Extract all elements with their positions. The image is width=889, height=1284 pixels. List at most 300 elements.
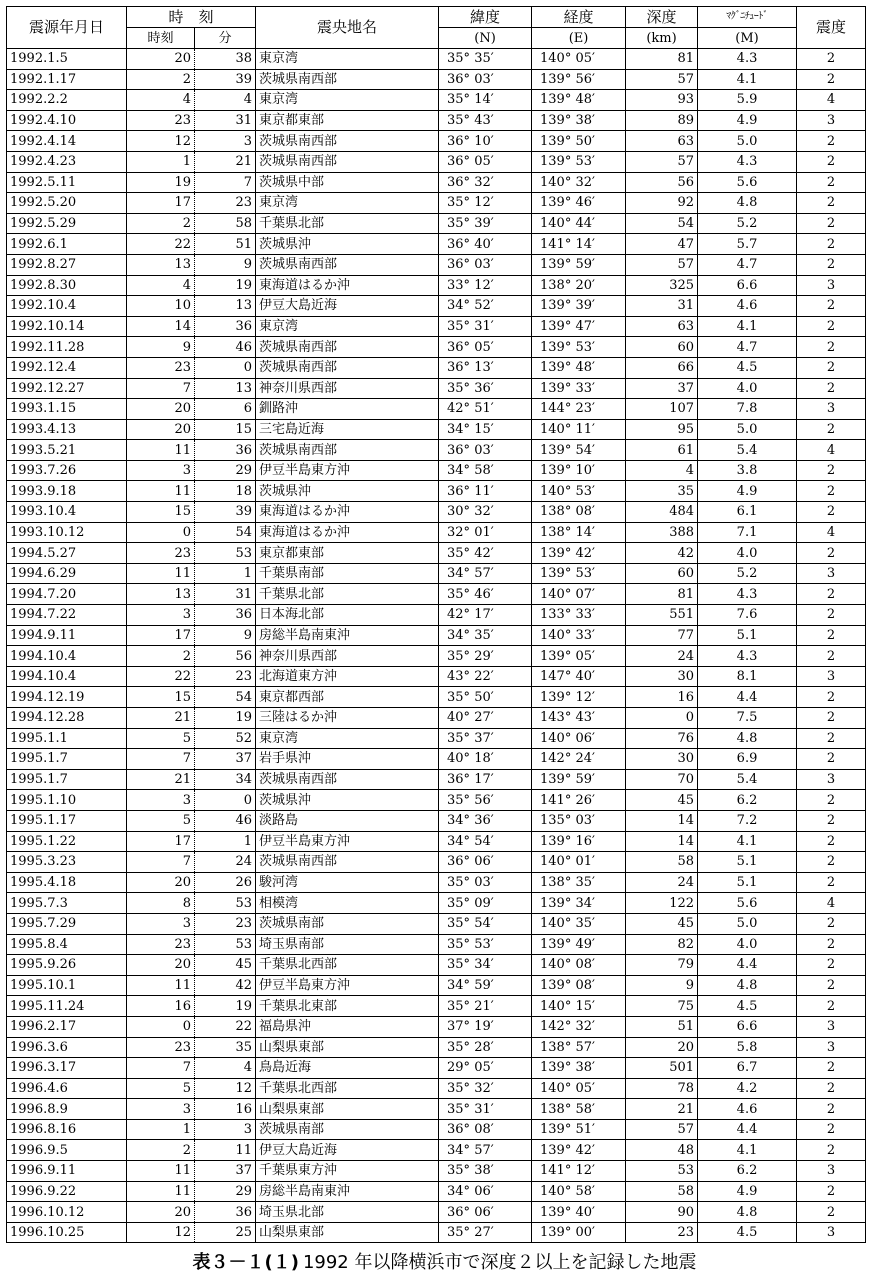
cell-epicenter: 山梨県東部 bbox=[256, 1222, 439, 1243]
cell-latitude: 35° 32′ bbox=[439, 1078, 532, 1099]
cell-hour: 2 bbox=[127, 646, 195, 667]
cell-minute: 56 bbox=[195, 646, 256, 667]
cell-depth: 484 bbox=[626, 502, 698, 523]
cell-magnitude: 5.1 bbox=[698, 852, 797, 873]
table-row bbox=[7, 110, 866, 131]
cell-epicenter: 伊豆大島近海 bbox=[256, 1140, 439, 1161]
cell-latitude: 34° 06′ bbox=[439, 1181, 532, 1202]
cell-longitude: 135° 03′ bbox=[532, 810, 626, 831]
cell-longitude: 142° 32′ bbox=[532, 1016, 626, 1037]
cell-latitude: 34° 57′ bbox=[439, 1140, 532, 1161]
cell-depth: 95 bbox=[626, 419, 698, 440]
cell-longitude: 140° 44′ bbox=[532, 213, 626, 234]
cell-date: 1995.3.23 bbox=[7, 852, 127, 873]
cell-magnitude: 4.9 bbox=[698, 110, 797, 131]
cell-minute: 23 bbox=[195, 666, 256, 687]
cell-epicenter: 東京湾 bbox=[256, 90, 439, 111]
cell-depth: 37 bbox=[626, 378, 698, 399]
cell-longitude: 141° 26′ bbox=[532, 790, 626, 811]
cell-minute: 4 bbox=[195, 90, 256, 111]
cell-epicenter: 伊豆半島東方沖 bbox=[256, 831, 439, 852]
cell-magnitude: 4.9 bbox=[698, 1181, 797, 1202]
cell-longitude: 143° 43′ bbox=[532, 708, 626, 729]
cell-intensity: 2 bbox=[797, 708, 866, 729]
cell-depth: 79 bbox=[626, 955, 698, 976]
cell-date: 1992.12.4 bbox=[7, 357, 127, 378]
cell-longitude: 139° 50′ bbox=[532, 131, 626, 152]
cell-minute: 36 bbox=[195, 316, 256, 337]
table-row bbox=[7, 151, 866, 172]
cell-epicenter: 茨城県南西部 bbox=[256, 440, 439, 461]
header-lat: 緯度 bbox=[439, 7, 532, 28]
cell-depth: 82 bbox=[626, 934, 698, 955]
cell-latitude: 42° 51′ bbox=[439, 399, 532, 420]
cell-longitude: 139° 48′ bbox=[532, 357, 626, 378]
cell-epicenter: 房総半島南東沖 bbox=[256, 625, 439, 646]
table-row bbox=[7, 769, 866, 790]
cell-intensity: 2 bbox=[797, 172, 866, 193]
cell-intensity: 2 bbox=[797, 584, 866, 605]
table-row bbox=[7, 955, 866, 976]
cell-intensity: 2 bbox=[797, 605, 866, 626]
cell-longitude: 140° 05′ bbox=[532, 49, 626, 70]
table-row bbox=[7, 337, 866, 358]
cell-intensity: 2 bbox=[797, 913, 866, 934]
table-row bbox=[7, 522, 866, 543]
cell-minute: 53 bbox=[195, 893, 256, 914]
cell-longitude: 139° 59′ bbox=[532, 254, 626, 275]
cell-latitude: 36° 06′ bbox=[439, 1202, 532, 1223]
cell-magnitude: 4.1 bbox=[698, 1140, 797, 1161]
cell-hour: 10 bbox=[127, 296, 195, 317]
table-caption bbox=[0, 1248, 889, 1274]
cell-epicenter: 房総半島南東沖 bbox=[256, 1181, 439, 1202]
cell-intensity: 3 bbox=[797, 110, 866, 131]
cell-hour: 11 bbox=[127, 440, 195, 461]
cell-longitude: 142° 24′ bbox=[532, 749, 626, 770]
cell-latitude: 35° 42′ bbox=[439, 543, 532, 564]
table-row bbox=[7, 708, 866, 729]
cell-date: 1995.7.3 bbox=[7, 893, 127, 914]
cell-longitude: 140° 53′ bbox=[532, 481, 626, 502]
table-row bbox=[7, 728, 866, 749]
cell-longitude: 139° 33′ bbox=[532, 378, 626, 399]
table-row bbox=[7, 1078, 866, 1099]
cell-hour: 23 bbox=[127, 934, 195, 955]
cell-minute: 36 bbox=[195, 605, 256, 626]
cell-magnitude: 4.5 bbox=[698, 1222, 797, 1243]
cell-intensity: 2 bbox=[797, 151, 866, 172]
cell-minute: 52 bbox=[195, 728, 256, 749]
cell-epicenter: 東京都西部 bbox=[256, 687, 439, 708]
cell-hour: 14 bbox=[127, 316, 195, 337]
cell-date: 1993.1.15 bbox=[7, 399, 127, 420]
cell-intensity: 2 bbox=[797, 1058, 866, 1079]
table-header bbox=[7, 7, 866, 49]
cell-hour: 11 bbox=[127, 563, 195, 584]
cell-epicenter: 北海道東方沖 bbox=[256, 666, 439, 687]
cell-intensity: 3 bbox=[797, 563, 866, 584]
cell-depth: 60 bbox=[626, 563, 698, 584]
cell-magnitude: 4.1 bbox=[698, 316, 797, 337]
cell-date: 1992.10.14 bbox=[7, 316, 127, 337]
cell-intensity: 2 bbox=[797, 357, 866, 378]
cell-latitude: 35° 43′ bbox=[439, 110, 532, 131]
cell-longitude: 141° 14′ bbox=[532, 234, 626, 255]
header-depth: 深度 bbox=[626, 7, 698, 28]
table-row bbox=[7, 399, 866, 420]
cell-minute: 4 bbox=[195, 1058, 256, 1079]
cell-date: 1996.4.6 bbox=[7, 1078, 127, 1099]
table-row bbox=[7, 502, 866, 523]
cell-magnitude: 5.1 bbox=[698, 625, 797, 646]
cell-magnitude: 6.6 bbox=[698, 275, 797, 296]
cell-date: 1995.1.10 bbox=[7, 790, 127, 811]
header-lon-unit: (E) bbox=[532, 28, 626, 49]
cell-depth: 45 bbox=[626, 913, 698, 934]
cell-depth: 61 bbox=[626, 440, 698, 461]
cell-epicenter: 山梨県東部 bbox=[256, 1099, 439, 1120]
cell-longitude: 139° 16′ bbox=[532, 831, 626, 852]
cell-minute: 26 bbox=[195, 872, 256, 893]
cell-magnitude: 6.7 bbox=[698, 1058, 797, 1079]
cell-hour: 11 bbox=[127, 1181, 195, 1202]
cell-hour: 7 bbox=[127, 852, 195, 873]
cell-intensity: 2 bbox=[797, 749, 866, 770]
cell-epicenter: 茨城県南西部 bbox=[256, 254, 439, 275]
cell-magnitude: 6.2 bbox=[698, 790, 797, 811]
cell-latitude: 34° 58′ bbox=[439, 460, 532, 481]
cell-minute: 29 bbox=[195, 460, 256, 481]
cell-hour: 2 bbox=[127, 69, 195, 90]
cell-epicenter: 駿河湾 bbox=[256, 872, 439, 893]
cell-date: 1996.9.11 bbox=[7, 1161, 127, 1182]
cell-magnitude: 4.4 bbox=[698, 955, 797, 976]
cell-epicenter: 東海道はるか沖 bbox=[256, 522, 439, 543]
cell-depth: 16 bbox=[626, 687, 698, 708]
cell-intensity: 2 bbox=[797, 996, 866, 1017]
cell-minute: 46 bbox=[195, 337, 256, 358]
cell-minute: 37 bbox=[195, 749, 256, 770]
cell-epicenter: 日本海北部 bbox=[256, 605, 439, 626]
table-row bbox=[7, 852, 866, 873]
cell-magnitude: 5.1 bbox=[698, 872, 797, 893]
cell-depth: 58 bbox=[626, 1181, 698, 1202]
cell-latitude: 34° 36′ bbox=[439, 810, 532, 831]
cell-minute: 9 bbox=[195, 254, 256, 275]
cell-depth: 24 bbox=[626, 872, 698, 893]
cell-latitude: 34° 54′ bbox=[439, 831, 532, 852]
cell-intensity: 2 bbox=[797, 131, 866, 152]
cell-intensity: 3 bbox=[797, 769, 866, 790]
cell-depth: 76 bbox=[626, 728, 698, 749]
cell-date: 1994.5.27 bbox=[7, 543, 127, 564]
cell-minute: 19 bbox=[195, 275, 256, 296]
cell-depth: 21 bbox=[626, 1099, 698, 1120]
cell-depth: 57 bbox=[626, 1119, 698, 1140]
table-row bbox=[7, 543, 866, 564]
cell-epicenter: 東京湾 bbox=[256, 49, 439, 70]
cell-longitude: 144° 23′ bbox=[532, 399, 626, 420]
cell-hour: 20 bbox=[127, 1202, 195, 1223]
cell-date: 1993.10.12 bbox=[7, 522, 127, 543]
cell-date: 1996.9.5 bbox=[7, 1140, 127, 1161]
table-row bbox=[7, 131, 866, 152]
cell-intensity: 2 bbox=[797, 975, 866, 996]
cell-hour: 5 bbox=[127, 728, 195, 749]
cell-depth: 48 bbox=[626, 1140, 698, 1161]
cell-latitude: 35° 21′ bbox=[439, 996, 532, 1017]
cell-date: 1996.10.25 bbox=[7, 1222, 127, 1243]
cell-minute: 39 bbox=[195, 69, 256, 90]
table-row bbox=[7, 646, 866, 667]
cell-magnitude: 4.8 bbox=[698, 1202, 797, 1223]
cell-hour: 21 bbox=[127, 769, 195, 790]
cell-hour: 13 bbox=[127, 584, 195, 605]
cell-epicenter: 岩手県沖 bbox=[256, 749, 439, 770]
table-body bbox=[7, 49, 866, 1243]
cell-magnitude: 4.0 bbox=[698, 378, 797, 399]
cell-longitude: 147° 40′ bbox=[532, 666, 626, 687]
cell-depth: 42 bbox=[626, 543, 698, 564]
cell-hour: 17 bbox=[127, 831, 195, 852]
cell-intensity: 2 bbox=[797, 1181, 866, 1202]
cell-latitude: 35° 34′ bbox=[439, 955, 532, 976]
cell-minute: 22 bbox=[195, 1016, 256, 1037]
cell-depth: 66 bbox=[626, 357, 698, 378]
cell-longitude: 139° 00′ bbox=[532, 1222, 626, 1243]
cell-longitude: 133° 33′ bbox=[532, 605, 626, 626]
table-row bbox=[7, 605, 866, 626]
cell-magnitude: 6.6 bbox=[698, 1016, 797, 1037]
cell-date: 1995.11.24 bbox=[7, 996, 127, 1017]
cell-depth: 23 bbox=[626, 1222, 698, 1243]
cell-date: 1993.10.4 bbox=[7, 502, 127, 523]
cell-minute: 38 bbox=[195, 49, 256, 70]
cell-epicenter: 千葉県南部 bbox=[256, 563, 439, 584]
cell-intensity: 3 bbox=[797, 275, 866, 296]
cell-date: 1995.1.17 bbox=[7, 810, 127, 831]
cell-intensity: 2 bbox=[797, 1119, 866, 1140]
cell-date: 1993.4.13 bbox=[7, 419, 127, 440]
cell-magnitude: 7.8 bbox=[698, 399, 797, 420]
cell-latitude: 34° 57′ bbox=[439, 563, 532, 584]
cell-date: 1994.12.19 bbox=[7, 687, 127, 708]
cell-minute: 19 bbox=[195, 996, 256, 1017]
cell-depth: 60 bbox=[626, 337, 698, 358]
cell-minute: 29 bbox=[195, 1181, 256, 1202]
cell-date: 1995.8.4 bbox=[7, 934, 127, 955]
cell-minute: 18 bbox=[195, 481, 256, 502]
table-row bbox=[7, 831, 866, 852]
cell-magnitude: 4.5 bbox=[698, 996, 797, 1017]
cell-intensity: 2 bbox=[797, 810, 866, 831]
header-lon: 経度 bbox=[532, 7, 626, 28]
cell-latitude: 35° 31′ bbox=[439, 316, 532, 337]
cell-date: 1996.9.22 bbox=[7, 1181, 127, 1202]
cell-date: 1992.1.17 bbox=[7, 69, 127, 90]
cell-hour: 5 bbox=[127, 810, 195, 831]
cell-date: 1993.5.21 bbox=[7, 440, 127, 461]
cell-minute: 23 bbox=[195, 193, 256, 214]
header-magnitude-unit: (M) bbox=[698, 28, 797, 49]
table-row bbox=[7, 975, 866, 996]
cell-depth: 78 bbox=[626, 1078, 698, 1099]
table-row bbox=[7, 1016, 866, 1037]
cell-hour: 20 bbox=[127, 419, 195, 440]
cell-intensity: 2 bbox=[797, 502, 866, 523]
cell-depth: 325 bbox=[626, 275, 698, 296]
cell-latitude: 35° 29′ bbox=[439, 646, 532, 667]
cell-epicenter: 茨城県南西部 bbox=[256, 151, 439, 172]
cell-intensity: 2 bbox=[797, 337, 866, 358]
cell-minute: 3 bbox=[195, 131, 256, 152]
table-row bbox=[7, 296, 866, 317]
cell-epicenter: 千葉県北西部 bbox=[256, 1078, 439, 1099]
cell-longitude: 140° 06′ bbox=[532, 728, 626, 749]
cell-date: 1992.4.14 bbox=[7, 131, 127, 152]
cell-epicenter: 相模湾 bbox=[256, 893, 439, 914]
cell-depth: 30 bbox=[626, 666, 698, 687]
cell-intensity: 2 bbox=[797, 69, 866, 90]
cell-date: 1994.10.4 bbox=[7, 666, 127, 687]
cell-longitude: 139° 48′ bbox=[532, 90, 626, 111]
cell-latitude: 36° 17′ bbox=[439, 769, 532, 790]
cell-epicenter: 茨城県沖 bbox=[256, 234, 439, 255]
cell-epicenter: 千葉県北東部 bbox=[256, 996, 439, 1017]
cell-minute: 39 bbox=[195, 502, 256, 523]
cell-longitude: 140° 08′ bbox=[532, 955, 626, 976]
cell-epicenter: 茨城県中部 bbox=[256, 172, 439, 193]
table-row bbox=[7, 440, 866, 461]
cell-minute: 19 bbox=[195, 708, 256, 729]
cell-hour: 3 bbox=[127, 790, 195, 811]
cell-latitude: 43° 22′ bbox=[439, 666, 532, 687]
cell-date: 1992.12.27 bbox=[7, 378, 127, 399]
cell-magnitude: 4.2 bbox=[698, 1078, 797, 1099]
cell-latitude: 36° 40′ bbox=[439, 234, 532, 255]
cell-epicenter: 茨城県南西部 bbox=[256, 357, 439, 378]
cell-epicenter: 千葉県東方沖 bbox=[256, 1161, 439, 1182]
cell-date: 1992.5.29 bbox=[7, 213, 127, 234]
cell-longitude: 140° 15′ bbox=[532, 996, 626, 1017]
cell-hour: 7 bbox=[127, 749, 195, 770]
cell-intensity: 2 bbox=[797, 852, 866, 873]
cell-latitude: 36° 32′ bbox=[439, 172, 532, 193]
cell-epicenter: 埼玉県南部 bbox=[256, 934, 439, 955]
cell-magnitude: 4.4 bbox=[698, 687, 797, 708]
cell-depth: 35 bbox=[626, 481, 698, 502]
table-row bbox=[7, 1037, 866, 1058]
cell-latitude: 36° 03′ bbox=[439, 440, 532, 461]
cell-longitude: 140° 58′ bbox=[532, 1181, 626, 1202]
table-row bbox=[7, 419, 866, 440]
cell-intensity: 2 bbox=[797, 378, 866, 399]
cell-magnitude: 5.4 bbox=[698, 440, 797, 461]
cell-latitude: 35° 14′ bbox=[439, 90, 532, 111]
cell-depth: 24 bbox=[626, 646, 698, 667]
cell-depth: 30 bbox=[626, 749, 698, 770]
cell-magnitude: 5.0 bbox=[698, 419, 797, 440]
cell-minute: 6 bbox=[195, 399, 256, 420]
cell-depth: 63 bbox=[626, 316, 698, 337]
cell-longitude: 139° 53′ bbox=[532, 563, 626, 584]
cell-latitude: 40° 18′ bbox=[439, 749, 532, 770]
cell-longitude: 138° 08′ bbox=[532, 502, 626, 523]
cell-minute: 23 bbox=[195, 913, 256, 934]
table-row bbox=[7, 666, 866, 687]
cell-depth: 93 bbox=[626, 90, 698, 111]
cell-hour: 11 bbox=[127, 975, 195, 996]
cell-magnitude: 7.2 bbox=[698, 810, 797, 831]
table-row bbox=[7, 213, 866, 234]
cell-latitude: 35° 12′ bbox=[439, 193, 532, 214]
cell-minute: 0 bbox=[195, 357, 256, 378]
cell-longitude: 138° 58′ bbox=[532, 1099, 626, 1120]
cell-magnitude: 4.3 bbox=[698, 646, 797, 667]
cell-latitude: 32° 01′ bbox=[439, 522, 532, 543]
cell-hour: 1 bbox=[127, 151, 195, 172]
cell-hour: 20 bbox=[127, 955, 195, 976]
cell-longitude: 139° 49′ bbox=[532, 934, 626, 955]
cell-minute: 12 bbox=[195, 1078, 256, 1099]
cell-minute: 16 bbox=[195, 1099, 256, 1120]
cell-longitude: 140° 01′ bbox=[532, 852, 626, 873]
cell-hour: 15 bbox=[127, 502, 195, 523]
cell-hour: 3 bbox=[127, 1099, 195, 1120]
table-row bbox=[7, 49, 866, 70]
cell-date: 1995.9.26 bbox=[7, 955, 127, 976]
cell-latitude: 34° 52′ bbox=[439, 296, 532, 317]
cell-depth: 56 bbox=[626, 172, 698, 193]
cell-latitude: 37° 19′ bbox=[439, 1016, 532, 1037]
cell-epicenter: 埼玉県北部 bbox=[256, 1202, 439, 1223]
cell-latitude: 35° 36′ bbox=[439, 378, 532, 399]
cell-magnitude: 3.8 bbox=[698, 460, 797, 481]
table-row bbox=[7, 872, 866, 893]
cell-minute: 11 bbox=[195, 1140, 256, 1161]
cell-date: 1992.8.30 bbox=[7, 275, 127, 296]
cell-epicenter: 茨城県南西部 bbox=[256, 769, 439, 790]
cell-intensity: 2 bbox=[797, 460, 866, 481]
cell-latitude: 35° 53′ bbox=[439, 934, 532, 955]
header-epicenter: 震央地名 bbox=[256, 7, 439, 49]
cell-epicenter: 東海道はるか沖 bbox=[256, 275, 439, 296]
cell-hour: 3 bbox=[127, 913, 195, 934]
cell-latitude: 35° 46′ bbox=[439, 584, 532, 605]
table-row bbox=[7, 790, 866, 811]
cell-magnitude: 7.1 bbox=[698, 522, 797, 543]
table-row bbox=[7, 1181, 866, 1202]
cell-latitude: 36° 11′ bbox=[439, 481, 532, 502]
cell-longitude: 139° 42′ bbox=[532, 1140, 626, 1161]
cell-epicenter: 茨城県南西部 bbox=[256, 337, 439, 358]
cell-date: 1996.8.9 bbox=[7, 1099, 127, 1120]
cell-hour: 4 bbox=[127, 275, 195, 296]
table-row bbox=[7, 1140, 866, 1161]
cell-magnitude: 5.0 bbox=[698, 913, 797, 934]
cell-minute: 1 bbox=[195, 831, 256, 852]
cell-date: 1996.8.16 bbox=[7, 1119, 127, 1140]
table-row bbox=[7, 460, 866, 481]
cell-intensity: 4 bbox=[797, 522, 866, 543]
cell-magnitude: 4.0 bbox=[698, 934, 797, 955]
cell-latitude: 35° 38′ bbox=[439, 1161, 532, 1182]
cell-depth: 58 bbox=[626, 852, 698, 873]
cell-magnitude: 4.6 bbox=[698, 1099, 797, 1120]
cell-hour: 0 bbox=[127, 1016, 195, 1037]
cell-epicenter: 茨城県南西部 bbox=[256, 69, 439, 90]
